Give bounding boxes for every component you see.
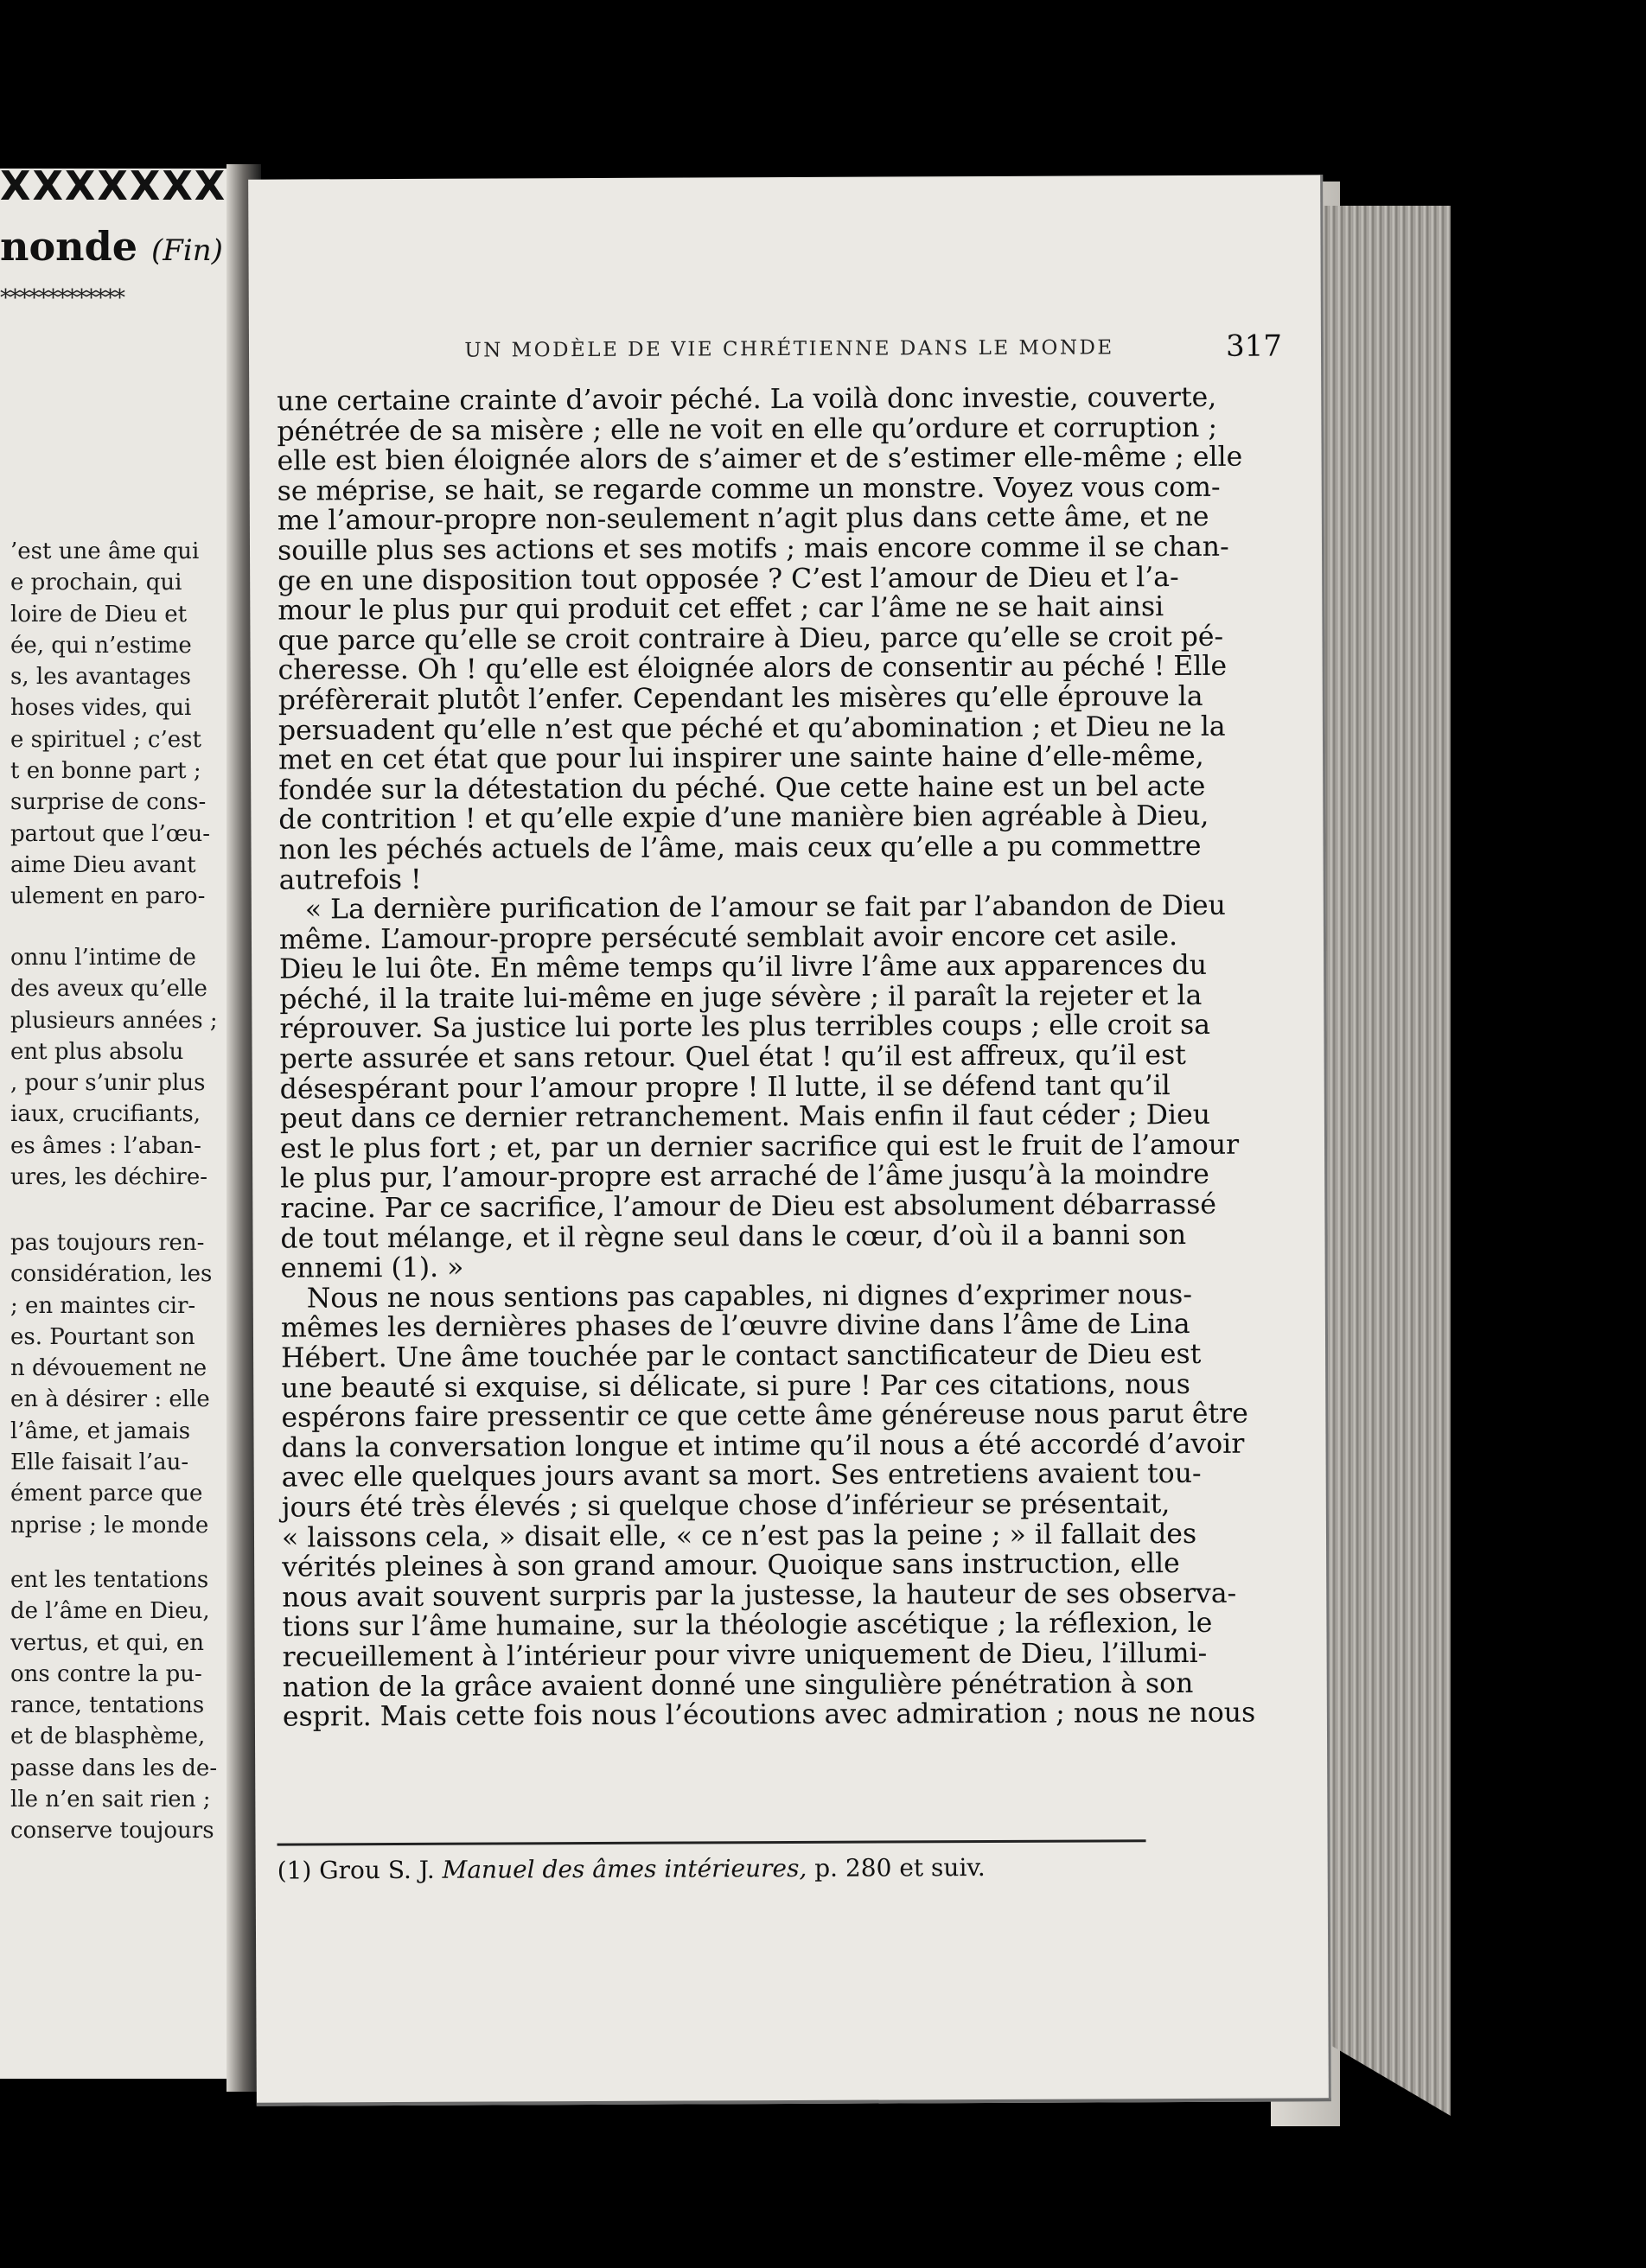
text-line: mour le plus pur qui produit cet effet ; car l’âme ne se hait ainsi xyxy=(278,591,1164,627)
left-text-line: hoses vides, qui xyxy=(10,695,192,722)
text-line: met en cet état que pour lui inspirer une sainte haine d’elle-même, xyxy=(278,741,1204,776)
left-text-line: n dévouement ne xyxy=(10,1355,207,1382)
left-text-line: es. Pourtant son xyxy=(10,1323,195,1350)
page-number: 317 xyxy=(1226,328,1283,364)
text-line: elle est bien éloignée alors de s’aimer et de s’estimer elle-même ; elle xyxy=(277,441,1243,477)
left-text-line: onnu l’intime de xyxy=(10,945,196,971)
text-line: tions sur l’âme humaine, sur la théologie ascétique ; la réflexion, le xyxy=(282,1608,1213,1643)
text-line: que parce qu’elle se croit contraire à Dieu, parce qu’elle se croit pé- xyxy=(278,621,1224,657)
footnote-rule xyxy=(278,1839,1146,1845)
text-line: « La dernière purification de l’amour se fait par l’abandon de Dieu xyxy=(304,889,1226,926)
body-text xyxy=(277,381,1256,1733)
text-line: recueillement à l’intérieur pour vivre uniquement de Dieu, l’illumi- xyxy=(282,1637,1208,1673)
text-line: ge en une disposition tout opposée ? C’est l’amour de Dieu et l’a- xyxy=(278,561,1179,597)
left-paragraph xyxy=(10,1227,218,1541)
text-line: Nous ne nous sentions pas capables, ni dignes d’exprimer nous- xyxy=(306,1278,1193,1315)
left-text-line: des aveux qu’elle xyxy=(10,976,207,1003)
left-text-line: pas toujours ren- xyxy=(10,1230,205,1256)
left-text-line: t en bonne part ; xyxy=(10,758,201,785)
footnote xyxy=(278,1853,986,1885)
left-text-line: plusieurs années ; xyxy=(10,1007,218,1034)
left-text-line: ément parce que xyxy=(10,1481,203,1507)
left-text-line: e spirituel ; c’est xyxy=(10,726,201,753)
left-ornament-band: XXXXXXX xyxy=(0,162,227,209)
text-line: péché, il la traite lui-même en juge sévère ; il paraît la rejeter et la xyxy=(279,979,1203,1016)
left-paragraph xyxy=(10,1564,218,1847)
left-paragraph xyxy=(10,536,218,913)
text-line: Hébert. Une âme touchée par le contact sanctificateur de Dieu est xyxy=(281,1338,1202,1374)
text-line: nation de la grâce avaient donné une singulière pénétration à son xyxy=(282,1667,1194,1704)
left-text-line: partout que l’œu- xyxy=(10,820,210,847)
left-text-line: surprise de cons- xyxy=(10,789,207,816)
left-text-line: ; en maintes cir- xyxy=(10,1292,196,1319)
running-title: UN MODÈLE DE VIE CHRÉTIENNE DANS LE MONDE xyxy=(464,336,1114,362)
left-star-rule: ************* xyxy=(0,285,124,311)
left-text-line: rance, tentations xyxy=(10,1692,205,1719)
left-text-line: lle n’en sait rien ; xyxy=(10,1787,211,1813)
text-line: avec elle quelques jours avant sa mort. Ses entretiens avaient tou- xyxy=(281,1458,1202,1494)
left-text-line: aime Dieu avant xyxy=(10,851,196,878)
left-section-heading xyxy=(0,223,223,270)
text-line: mêmes les dernières phases de l’œuvre divine dans l’âme de Lina xyxy=(280,1309,1190,1344)
left-text-line: l’âme, et jamais xyxy=(10,1418,191,1444)
text-line: une certaine crainte d’avoir péché. La voilà donc investie, couverte, xyxy=(277,381,1217,417)
left-text-line: loire de Dieu et xyxy=(10,601,188,628)
left-text-line: considération, les xyxy=(10,1261,213,1288)
text-line: persuadent qu’elle n’est que péché et qu’abomination ; et Dieu ne la xyxy=(278,710,1226,747)
left-text-line: nprise ; le monde xyxy=(10,1512,209,1539)
text-line: me l’amour-propre non-seulement n’agit plus dans cette âme, et ne xyxy=(277,501,1209,537)
text-line: même. L’amour-propre persécuté semblait avoir encore cet asile. xyxy=(278,920,1178,956)
text-line: Dieu le lui ôte. En même temps qu’il livre l’âme aux apparences du xyxy=(279,950,1208,985)
left-text-line: ons contre la pu- xyxy=(10,1660,202,1687)
left-text-line: et de blasphème, xyxy=(10,1723,206,1750)
left-text-line: , pour s’unir plus xyxy=(10,1070,206,1097)
text-line: « laissons cela, » disait elle, « ce n’est pas la peine ; » il fallait des xyxy=(281,1518,1197,1554)
left-text-line: vertus, et qui, en xyxy=(10,1629,205,1656)
footnote-title: Manuel des âmes intérieures, xyxy=(442,1853,807,1884)
left-text-line: ent les tentations xyxy=(10,1567,209,1593)
left-text-line: e prochain, qui xyxy=(10,570,182,596)
left-text-line: passe dans les de- xyxy=(10,1755,218,1781)
text-line: ennemi (1). » xyxy=(280,1252,464,1284)
left-text-line: ’est une âme qui xyxy=(10,538,200,564)
text-line: non les péchés actuels de l’âme, mais ceux qu’elle a pu commettre xyxy=(278,830,1202,866)
text-line: jours été très élevés ; si quelque chose d’inférieur se présentait, xyxy=(281,1488,1171,1524)
text-line: réprouver. Sa justice lui porte les plus terribles coups ; elle croit sa xyxy=(279,1010,1211,1046)
left-text-line: ent plus absolu xyxy=(10,1038,184,1065)
text-line: nous avait souvent surpris par la justesse, la hauteur de ses observa- xyxy=(282,1577,1237,1614)
text-line: autrefois ! xyxy=(278,863,422,896)
text-line: fondée sur la détestation du péché. Que cette haine est un bel acte xyxy=(278,770,1206,806)
left-text-line: de l’âme en Dieu, xyxy=(10,1598,210,1625)
footnote-prefix: (1) Grou S. J. xyxy=(277,1855,435,1885)
text-line: le plus pur, l’amour-propre est arraché de l’âme jusqu’à la moindre xyxy=(280,1159,1209,1195)
left-text-line: ulement en paro- xyxy=(10,883,206,910)
left-text-line: conserve toujours xyxy=(10,1818,214,1844)
text-line: espérons faire pressentir ce que cette âme généreuse nous parut être xyxy=(281,1398,1248,1434)
text-line: pénétrée de sa misère ; elle ne voit en elle qu’ordure et corruption ; xyxy=(277,411,1218,448)
left-heading-suffix: (Fin) xyxy=(151,233,223,268)
left-text-line: s, les avantages xyxy=(10,664,191,691)
text-line: souille plus ses actions et ses motifs ; mais encore comme il se chan- xyxy=(277,531,1229,567)
text-line: esprit. Mais cette fois nous l’écoutions avec admiration ; nous ne nous xyxy=(282,1697,1256,1733)
left-text-line: en à désirer : elle xyxy=(10,1386,210,1413)
text-line: perte assurée et sans retour. Quel état ! qu’il est affreux, qu’il est xyxy=(279,1040,1186,1075)
text-line: vérités pleines à son grand amour. Quoique sans instruction, elle xyxy=(282,1548,1180,1583)
footnote-suffix: p. 280 et suiv. xyxy=(814,1853,986,1883)
text-line: cheresse. Oh ! qu’elle est éloignée alors de consentir au péché ! Elle xyxy=(278,651,1228,686)
text-line: dans la conversation longue et intime qu’il nous a été accordé d’avoir xyxy=(281,1428,1245,1464)
text-line: désespérant pour l’amour propre ! Il lutte, il se défend tant qu’il xyxy=(279,1069,1171,1105)
left-paragraph xyxy=(10,942,218,1193)
left-text-line: ée, qui n’estime xyxy=(10,632,192,659)
running-head xyxy=(392,328,1291,376)
page-edges xyxy=(1321,206,1451,2116)
text-line: de contrition ! et qu’elle expie d’une manière bien agréable à Dieu, xyxy=(278,800,1209,836)
left-heading-text: nonde xyxy=(0,223,138,270)
text-line: une beauté si exquise, si délicate, si pure ! Par ces citations, nous xyxy=(281,1368,1190,1405)
text-line: est le plus fort ; et, par un dernier sacrifice qui est le fruit de l’amour xyxy=(279,1129,1240,1165)
text-line: préfèrerait plutôt l’enfer. Cependant les misères qu’elle éprouve la xyxy=(278,680,1203,717)
left-text-line: iaux, crucifiants, xyxy=(10,1101,201,1128)
text-line: de tout mélange, et il règne seul dans le cœur, d’où il a banni son xyxy=(280,1219,1187,1255)
main-page xyxy=(248,175,1331,2106)
left-text-line: ures, les déchire- xyxy=(10,1164,207,1191)
text-line: se méprise, se hait, se regarde comme un monstre. Voyez vous com- xyxy=(277,471,1221,507)
text-line: racine. Par ce sacrifice, l’amour de Dieu est absolument débarrassé xyxy=(280,1188,1217,1225)
left-text-line: Elle faisait l’au- xyxy=(10,1449,189,1476)
left-text-line: es âmes : l’aban- xyxy=(10,1132,201,1159)
text-line: peut dans ce dernier retranchement. Mais enfin il faut céder ; Dieu xyxy=(279,1099,1211,1135)
